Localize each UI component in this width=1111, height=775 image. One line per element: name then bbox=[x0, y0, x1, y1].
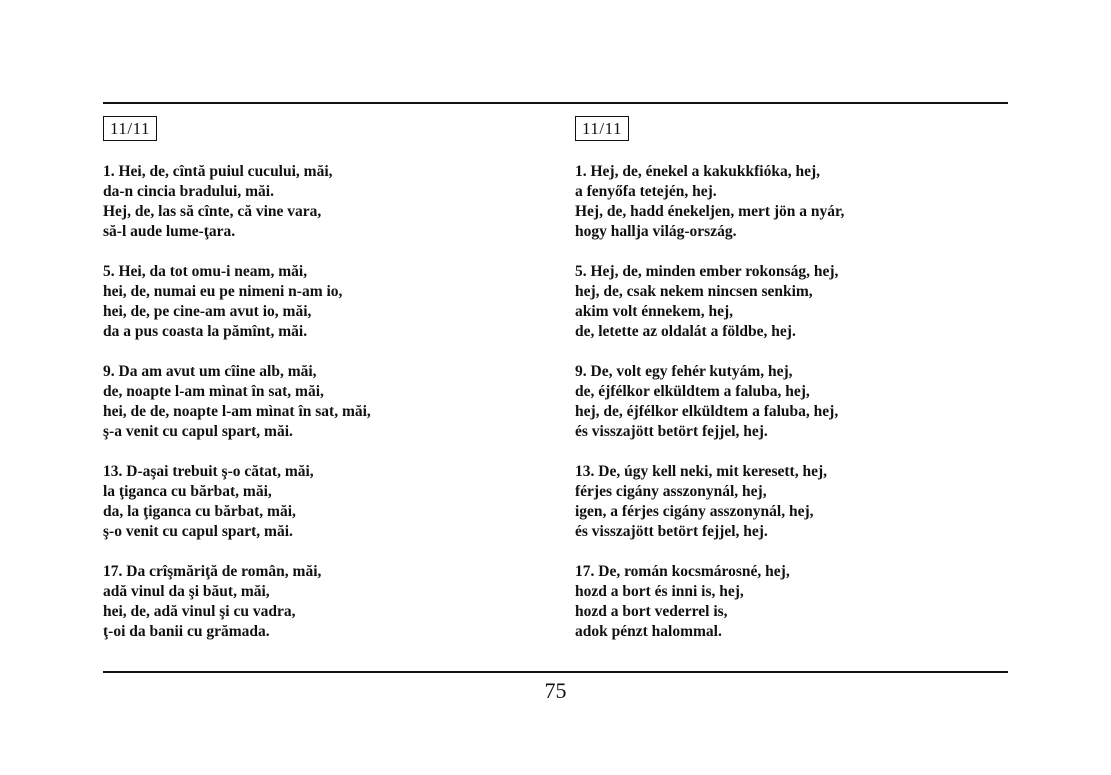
verse-line: da a pus coasta la pămînt, măi. bbox=[103, 323, 308, 340]
hungarian-column bbox=[575, 116, 995, 662]
verse-line: hej, de, csak nekem nincsen senkim, bbox=[575, 283, 813, 300]
verse-line: 5. Hej, de, minden ember rokonság, hej, bbox=[575, 263, 839, 280]
verse-line: de, letette az oldalát a földbe, hej. bbox=[575, 323, 796, 340]
verse-line: férjes cigány asszonynál, hej, bbox=[575, 483, 767, 500]
verse-line: 1. Hei, de, cîntă puiul cucului, măi, bbox=[103, 163, 333, 180]
stanza bbox=[103, 162, 523, 242]
verse-line: da, la ţiganca cu bărbat, măi, bbox=[103, 503, 296, 520]
verse-line: de, éjfélkor elküldtem a faluba, hej, bbox=[575, 383, 810, 400]
verse-line: da-n cincia bradului, măi. bbox=[103, 183, 274, 200]
verse-line: adok pénzt halommal. bbox=[575, 623, 722, 640]
verse-line: ţ-oi da banii cu grămada. bbox=[103, 623, 270, 640]
top-rule bbox=[103, 102, 1008, 104]
verse-line: hej, de, éjfélkor elküldtem a faluba, hej, bbox=[575, 403, 839, 420]
verse-line: és visszajött betört fejjel, hej. bbox=[575, 523, 768, 540]
verse-line: akim volt énnekem, hej, bbox=[575, 303, 734, 320]
verse-line: să-l aude lume-ţara. bbox=[103, 223, 236, 240]
verse-line: a fenyőfa tetején, hej. bbox=[575, 183, 717, 200]
verse-line: hei, de, pe cine-am avut io, măi, bbox=[103, 303, 312, 320]
bottom-rule bbox=[103, 671, 1008, 673]
verse-line: hozd a bort vederrel is, bbox=[575, 603, 728, 620]
verse-line: 17. Da crîşmăriţă de român, măi, bbox=[103, 563, 322, 580]
stanza-list bbox=[575, 162, 995, 642]
verse-line: ş-a venit cu capul spart, măi. bbox=[103, 423, 293, 440]
verse-line: de, noapte l-am mìnat în sat, măi, bbox=[103, 383, 324, 400]
verse-line: ş-o venit cu capul spart, măi. bbox=[103, 523, 293, 540]
verse-line: hogy hallja világ-ország. bbox=[575, 223, 737, 240]
verse-line: hei, de de, noapte l-am mìnat în sat, măi, bbox=[103, 403, 371, 420]
verse-line: 1. Hej, de, énekel a kakukkfióka, hej, bbox=[575, 163, 821, 180]
verse-line: és visszajött betört fejjel, hej. bbox=[575, 423, 768, 440]
song-number-label: 11/11 bbox=[103, 116, 157, 141]
stanza bbox=[575, 562, 995, 642]
romanian-column bbox=[103, 116, 523, 662]
verse-line: 17. De, román kocsmárosné, hej, bbox=[575, 563, 790, 580]
verse-line: la ţiganca cu bărbat, măi, bbox=[103, 483, 272, 500]
song-number-label: 11/11 bbox=[575, 116, 629, 141]
stanza bbox=[103, 462, 523, 542]
verse-line: 13. De, úgy kell neki, mit keresett, hej, bbox=[575, 463, 827, 480]
verse-line: Hej, de, las să cînte, că vine vara, bbox=[103, 203, 322, 220]
verse-line: hei, de, numai eu pe nimeni n-am io, bbox=[103, 283, 343, 300]
verse-line: 9. De, volt egy fehér kutyám, hej, bbox=[575, 363, 793, 380]
stanza bbox=[575, 162, 995, 242]
stanza bbox=[575, 262, 995, 342]
page-number: 75 bbox=[544, 678, 567, 703]
verse-line: 5. Hei, da tot omu-i neam, măi, bbox=[103, 263, 308, 280]
verse-line: 13. D-aşai trebuit ş-o cătat, măi, bbox=[103, 463, 314, 480]
stanza bbox=[103, 362, 523, 442]
stanza-list bbox=[103, 162, 523, 642]
verse-line: hei, de, adă vinul şi cu vadra, bbox=[103, 603, 296, 620]
verse-line: Hej, de, hadd énekeljen, mert jön a nyár, bbox=[575, 203, 845, 220]
verse-line: igen, a férjes cigány asszonynál, hej, bbox=[575, 503, 814, 520]
stanza bbox=[103, 262, 523, 342]
verse-line: adă vinul da şi băut, măi, bbox=[103, 583, 270, 600]
stanza bbox=[103, 562, 523, 642]
stanza bbox=[575, 362, 995, 442]
verse-line: 9. Da am avut um cîine alb, măi, bbox=[103, 363, 317, 380]
stanza bbox=[575, 462, 995, 542]
verse-line: hozd a bort és inni is, hej, bbox=[575, 583, 744, 600]
